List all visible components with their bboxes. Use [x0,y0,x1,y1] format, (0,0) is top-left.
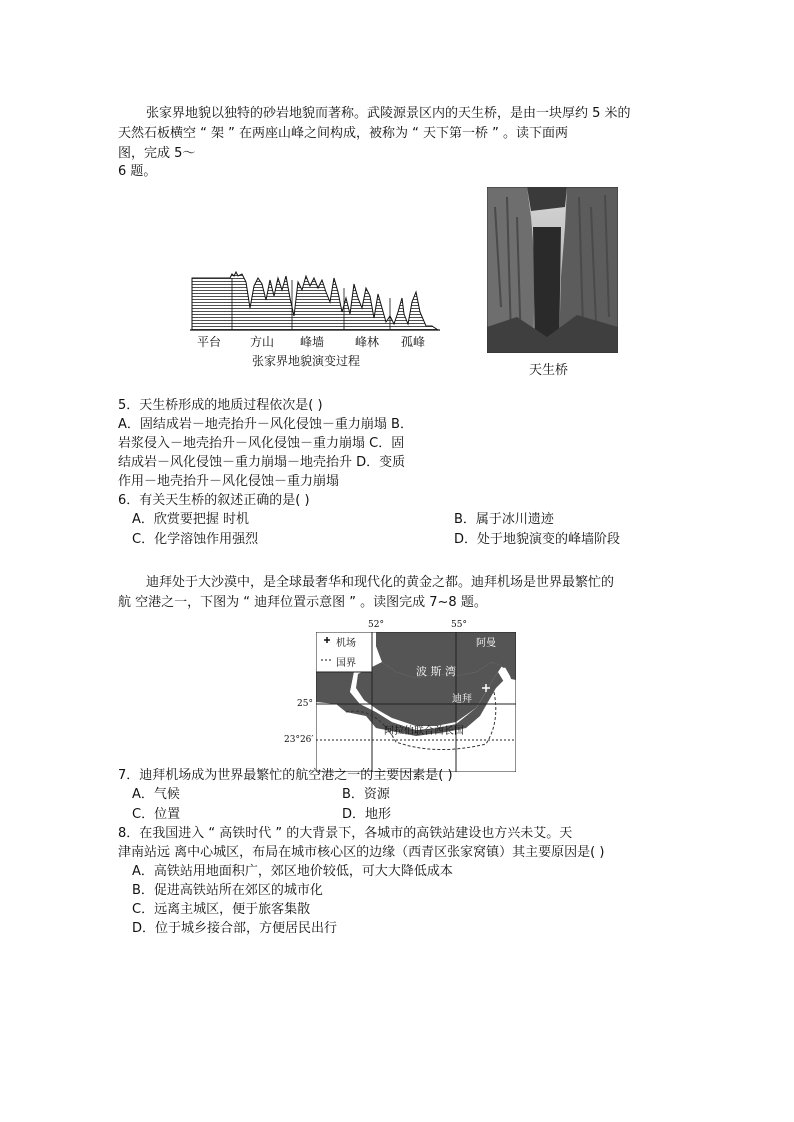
map-lon-52: 52° [368,620,384,630]
q8-stem-line1: 8．在我国进入 “ 高铁时代 ” 的大背景下，各城市的高铁站建设也方兴未艾。天 [118,826,573,841]
map-lat-25: 25° [297,699,313,709]
natural-bridge-photo [487,187,618,353]
q7-option-c: C．位置 [132,807,181,822]
passage2-line1: 迪拜处于大沙漠中，是全球最奢华和现代化的黄金之都。迪拜机场是世界最繁忙的 [146,575,615,590]
stage-label-platform: 平台 [197,335,222,349]
q6-option-c: C．化学溶蚀作用强烈 [132,532,259,547]
q6-option-b: B．属于冰川遗迹 [454,512,554,527]
legend-airport-label: 机场 [336,638,356,649]
q6-option-d: D．处于地貌演变的峰墙阶段 [454,532,621,547]
q7-option-d: D．地形 [342,807,392,822]
dubai-label: 迪拜 [452,694,472,705]
q8-option-b: B．促进高铁站所在郊区的城市化 [132,883,323,898]
stage-label-solitary-peak: 孤峰 [401,335,426,349]
dubai-location-map [316,632,516,772]
q8-option-d: D．位于城乡接合部，方便居民出行 [132,921,338,936]
q7-option-b: B．资源 [342,787,390,802]
q5-line3: 结成岩－风化侵蚀－重力崩塌－地壳抬升 D．变质 [118,455,406,470]
landform-profile [192,272,438,330]
oman-label: 阿曼 [476,638,496,649]
passage1-line4: 6 题。 [118,164,157,179]
q6-option-a: A．欣赏要把握 时机 [132,512,250,527]
q8-option-c: C．远离主城区，便于旅客集散 [132,902,311,917]
q8-stem-line2: 津南站远 离中心城区，布局在城市核心区的边缘（西青区张家窝镇）其主要原因是( ) [118,845,605,860]
passage1-line1: 张家界地貌以独特的砂岩地貌而著称。武陵源景区内的天生桥，是由一块厚约 5 米的 [146,106,631,121]
figure1-caption: 张家界地貌演变过程 [252,354,361,368]
q7-stem: 7．迪拜机场成为世界最繁忙的航空港之一的主要因素是( ) [118,768,453,783]
q5-stem: 5．天生桥形成的地质过程依次是( ) [118,398,323,413]
passage1-line3: 图，完成 5～ [118,146,196,161]
q7-option-a: A．气候 [132,787,180,802]
uae-label: 阿拉伯联合酋长国 [384,726,464,737]
passage1-line2: 天然石板横空 “ 架 ” 在两座山峰之间构成，被称为 “ 天下第一桥 ” 。读下面两 [118,126,568,141]
landform-evolution-diagram [190,268,440,332]
q5-line1: A．固结成岩－地壳抬升－风化侵蚀－重力崩塌 B． [118,417,413,432]
q6-stem: 6．有关天生桥的叙述正确的是( ) [118,493,310,508]
passage2-line2: 航 空港之一，下图为 “ 迪拜位置示意图 ” 。读图完成 7~8 题。 [118,595,487,610]
figure2-caption: 天生桥 [529,363,569,378]
map-lat-tropic: 23°26′ [284,735,314,745]
q5-line2: 岩浆侵入－地壳抬升－风化侵蚀－重力崩塌 C．固 [118,436,405,451]
map-lon-55: 55° [451,620,467,630]
q8-option-a: A．高铁站用地面积广，郊区地价较低，可大大降低成本 [132,864,453,879]
stage-label-peak-forest: 峰林 [355,335,380,349]
legend-border-label: 国界 [336,658,356,669]
q5-line4: 作用－地壳抬升－风化侵蚀－重力崩塌 [118,474,340,489]
persian-gulf-label: 波 斯 湾 [416,665,456,678]
stage-label-peak-wall: 峰墙 [300,335,325,349]
stage-label-mesa: 方山 [250,335,275,349]
